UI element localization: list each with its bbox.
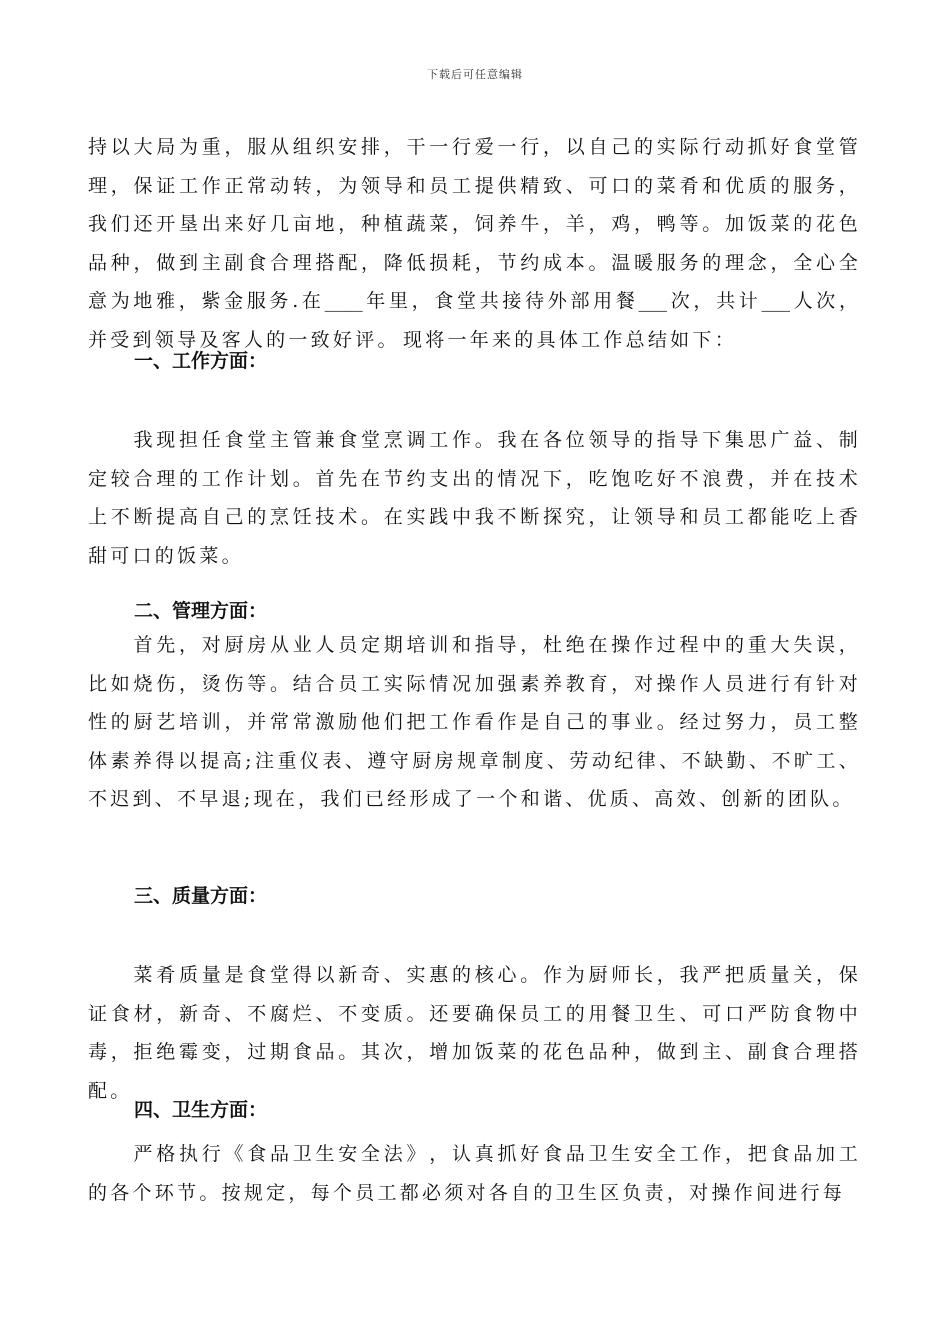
- paragraph-line: 性 的 厨 艺 培 训 ， 并 常 常 激 励 他 们 把 工 作 看 作 是 自 己 的 事 业 。 经 过 努 力 ， 员 工 整: [88, 711, 858, 733]
- paragraph-line: 定 较 合 理 的 工 作 计 划 。 首 先 在 节 约 支 出 的 情 况 下 ， 吃 饱 吃 好 不 浪 费 ， 并 在 技 术: [88, 467, 858, 490]
- paragraph-line: 持 以 大 局 为 重 ， 服 从 组 织 安 排 ， 干 一 行 爱 一 行 ， 以 自 己 的 实 际 行 动 抓 好 食 堂 管: [88, 136, 858, 158]
- paragraph-line: 菜 肴 质 量 是 食 堂 得 以 新 奇 、 实 惠 的 核 心 。 作 为 厨 师 长 ， 我 严 把 质 量 关 ， 保: [133, 964, 858, 986]
- section-heading: 三、质量方面：: [134, 885, 268, 907]
- paragraph-line: 比 如 烧 伤 ， 烫 伤 等 。 结 合 员 工 实 际 情 况 加 强 素 养 教 育 ， 对 操 作 人 员 进 行 有 针 对: [88, 672, 858, 695]
- paragraph-line: 的 各 个 环 节 。 按 规 定 ， 每 个 员 工 都 必 须 对 各 自 的 卫 生 区 负 责 ， 对 操 作 间 进 行 每: [88, 1181, 842, 1204]
- paragraph-line: 并 受 到 领 导 及 客 人 的 一 致 好 评 。 现 将 一 年 来 的 具 体 工 作 总 结 如 下 ：: [88, 328, 734, 351]
- page-header: 下载后可任意编辑: [427, 68, 523, 81]
- paragraph-line: 我 们 还 开 垦 出 来 好 几 亩 地 ， 种 植 蔬 菜 ， 饲 养 牛 ， 羊 ， 鸡 ， 鸭 等 。 加 饭 菜 的 花 色: [88, 213, 858, 235]
- paragraph-line: 品 种 ， 做 到 主 副 食 合 理 搭 配 ， 降 低 损 耗 ， 节 约 成 本 。 温 暖 服 务 的 理 念 ， 全 心 全: [88, 251, 858, 274]
- section-heading: 四、卫生方面：: [134, 1099, 268, 1121]
- paragraph-line: 证 食 材 ， 新 奇 、 不 腐 烂 、 不 变 质 。 还 要 确 保 员 工 的 用 餐 卫 生 、 可 口 严 防 食 物 中: [88, 1002, 858, 1025]
- paragraph-line: 我 现 担 任 食 堂 主 管 兼 食 堂 烹 调 工 作 。 我 在 各 位 领 导 的 指 导 下 集 思 广 益 、 制: [133, 429, 858, 451]
- paragraph-line: 上 不 断 提 高 自 己 的 烹 饪 技 术 。 在 实 践 中 我 不 断 探 究 ， 让 领 导 和 员 工 都 能 吃 上 香: [88, 506, 858, 528]
- paragraph-line: 严 格 执 行 《 食 品 卫 生 安 全 法 》 ， 认 真 抓 好 食 品 卫 生 安 全 工 作 ， 把 食 品 加 工: [133, 1143, 858, 1165]
- paragraph-line: 意 为 地 雅 ， 紫 金 服 务 . 在 ____ 年 里 ， 食 堂 共 接 待 外 部 用 餐 ___ 次 ， 共 计 ___ 人 次 ，: [88, 290, 858, 312]
- paragraph-line: 甜 可 口 的 饭 菜 。: [88, 544, 241, 567]
- paragraph-line: 理 ， 保 证 工 作 正 常 动 转 ， 为 领 导 和 员 工 提 供 精 致 、 可 口 的 菜 肴 和 优 质 的 服 务 ，: [88, 174, 858, 197]
- paragraph-line: 体 素 养 得 以 提 高 ; 注 重 仪 表 、 遵 守 厨 房 规 章 制 度 、 劳 动 纪 律 、 不 缺 勤 、 不 旷 工 、: [88, 749, 858, 772]
- section-heading: 二、管理方面：: [134, 600, 268, 622]
- paragraph-line: 不 迟 到 、 不 早 退 ; 现 在 ， 我 们 已 经 形 成 了 一 个 和 谐 、 优 质 、 高 效 、 创 新 的 团 队 。: [88, 788, 852, 810]
- paragraph-line: 首 先 ， 对 厨 房 从 业 人 员 定 期 培 训 和 指 导 ， 杜 绝 在 操 作 过 程 中 的 重 大 失 误 ，: [133, 634, 858, 656]
- section-heading: 一、工作方面：: [134, 350, 268, 372]
- paragraph-line: 配 。: [88, 1079, 130, 1102]
- paragraph-line: 毒 ， 拒 绝 霉 变 ， 过 期 食 品 。 其 次 ， 增 加 饭 菜 的 花 色 品 种 ， 做 到 主 、 副 食 合 理 搭: [88, 1041, 858, 1063]
